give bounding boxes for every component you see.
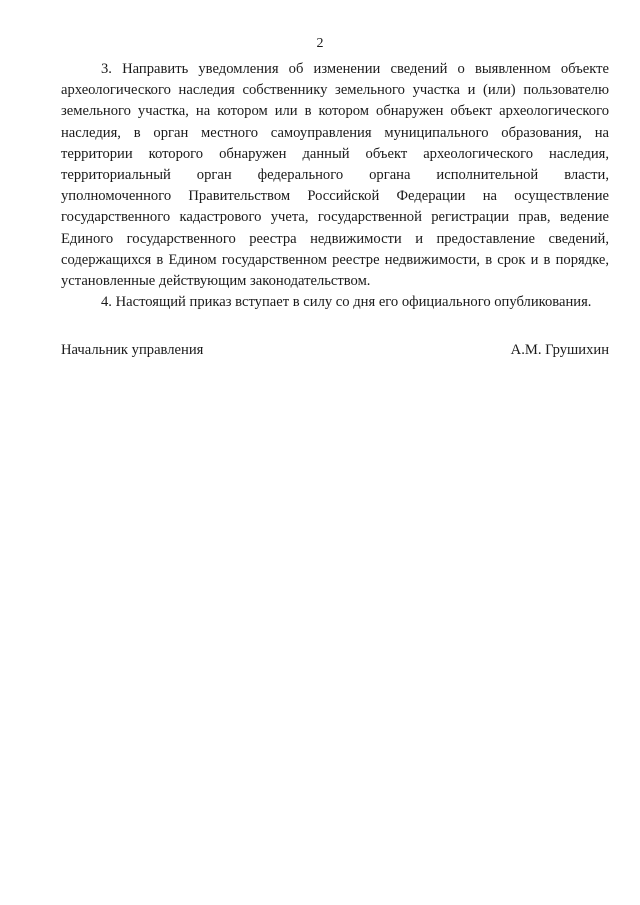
paragraph-item-4: 4. Настоящий приказ вступает в силу со дня его официального опубликования. — [101, 294, 592, 311]
signatory-position: Начальник управления — [61, 342, 204, 358]
paragraph-item-3: 3. Направить уведомления об изменении сведений о выявленном объекте археологического наследия собственнику земельного участка и (или) пользователю земельного участка, на котором или в котором обнаружен объект археологического наследия, в орган местного самоуправления муниципального образования, на территории которого обнаружен данный объект археологического наследия, территориальный орган федерального органа исполнительной власти, уполномоченного Правительством Российской Федерации на осуществление государственного кадастрового учета, государственной регистрации прав, ведение Единого государственного реестра недвижимости и предоставление сведений, содержащихся в Едином государственном реестре недвижимости, в срок и в порядке, установленные действующим законодательством. — [61, 61, 609, 290]
signatory-name: А.М. Грушихин — [510, 342, 609, 358]
document-body — [61, 59, 609, 313]
signature-block — [61, 340, 609, 361]
page-number: 2 — [316, 36, 324, 51]
